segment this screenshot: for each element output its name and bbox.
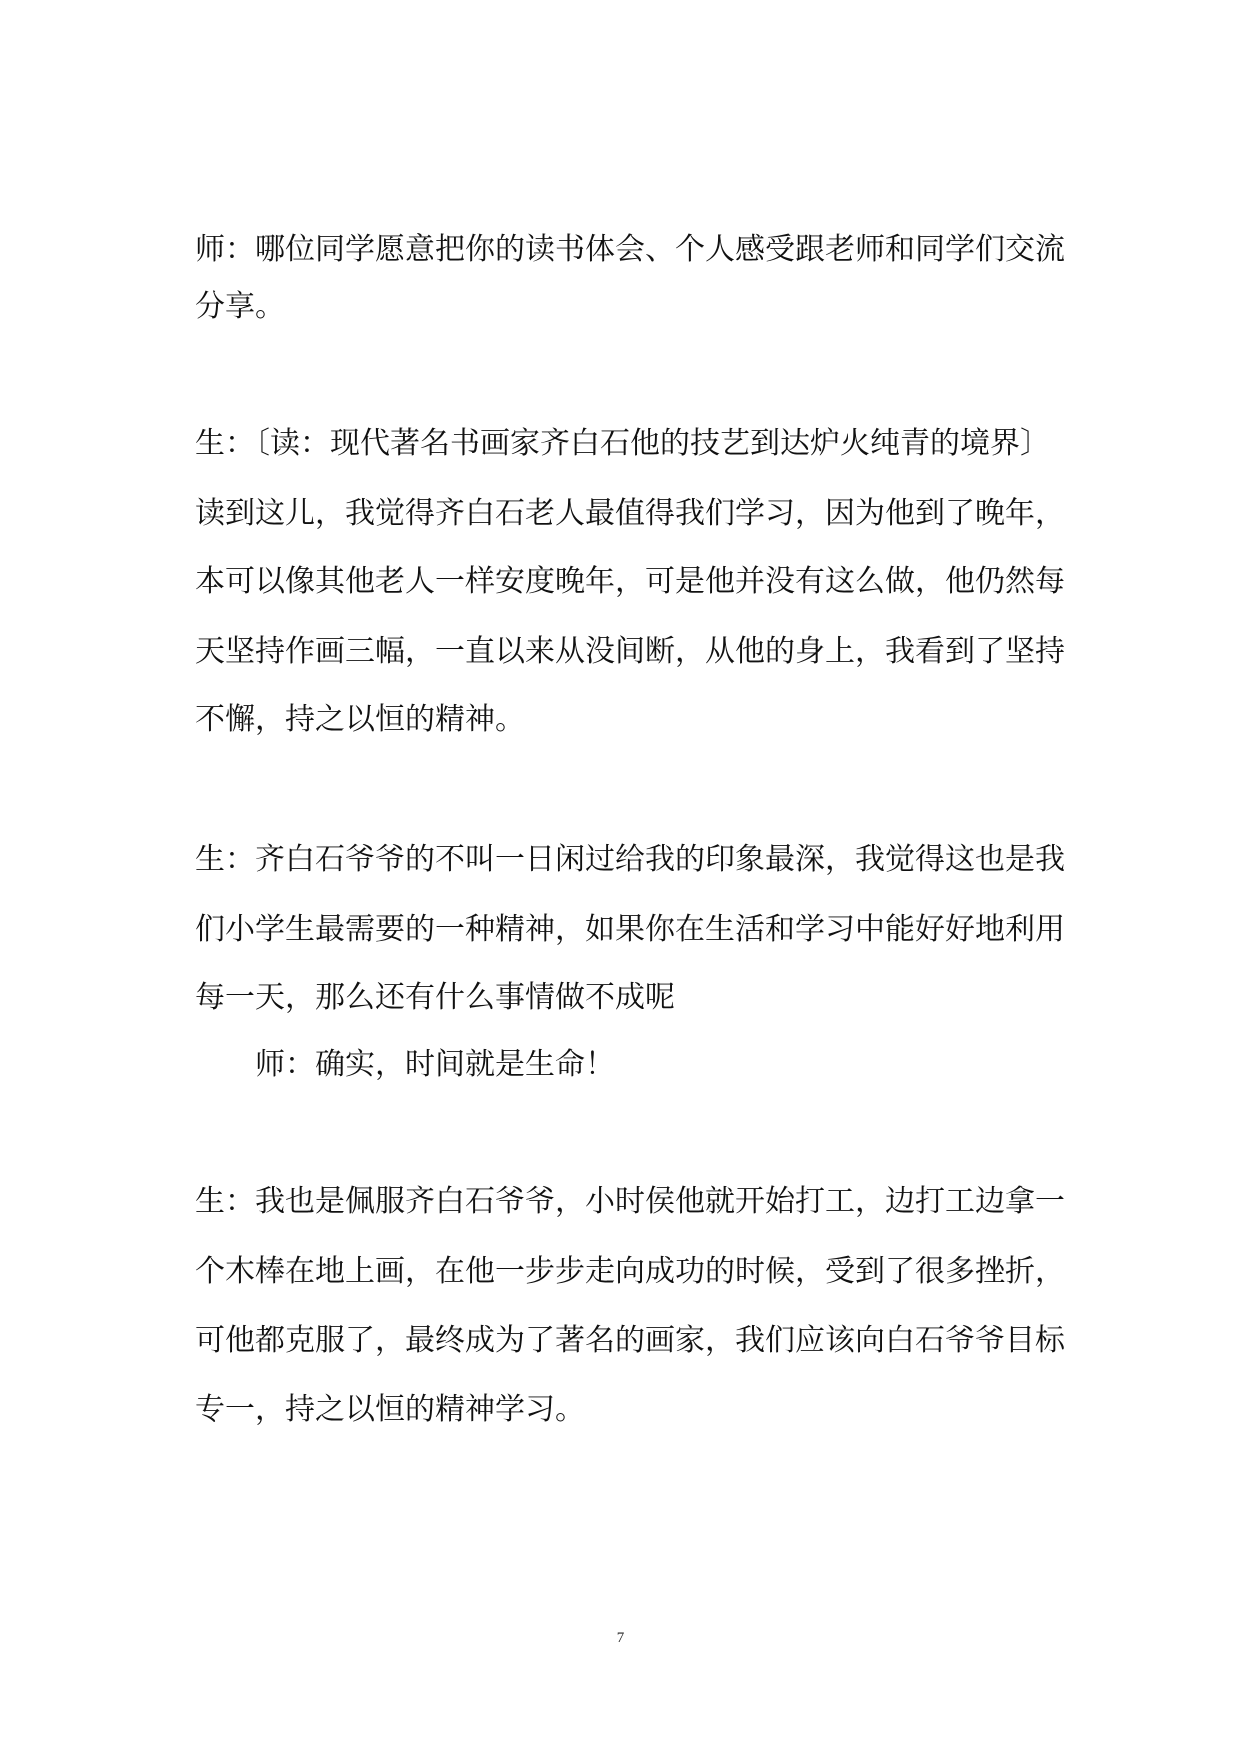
paragraph-student-1-line-3: 本可以像其他老人一样安度晚年，可是他并没有这么做，他仍然每 (195, 564, 1065, 599)
paragraph-student-1-line-4: 天坚持作画三幅，一直以来从没间断，从他的身上，我看到了坚持 (195, 634, 1065, 669)
paragraph-teacher-1-line-2: 分享。 (195, 289, 285, 324)
paragraph-student-2-line-3: 每一天，那么还有什么事情做不成呢 (195, 980, 675, 1015)
paragraph-student-3-line-4: 专一，持之以恒的精神学习。 (195, 1392, 585, 1427)
page-number: 7 (616, 1630, 625, 1646)
paragraph-teacher-1-line-1: 师：哪位同学愿意把你的读书体会、个人感受跟老师和同学们交流 (195, 232, 1065, 267)
paragraph-student-1-line-5: 不懈，持之以恒的精神。 (195, 702, 525, 737)
paragraph-student-1-line-2: 读到这儿，我觉得齐白石老人最值得我们学习，因为他到了晚年， (195, 496, 1065, 531)
paragraph-teacher-2-line-1: 师：确实，时间就是生命！ (255, 1047, 615, 1082)
paragraph-student-3-line-3: 可他都克服了，最终成为了著名的画家，我们应该向白石爷爷目标 (195, 1323, 1065, 1358)
paragraph-student-3-line-2: 个木棒在地上画，在他一步步走向成功的时候，受到了很多挫折， (195, 1254, 1065, 1289)
paragraph-student-2-line-1: 生：齐白石爷爷的不叫一日闲过给我的印象最深，我觉得这也是我 (195, 842, 1065, 877)
paragraph-student-2-line-2: 们小学生最需要的一种精神，如果你在生活和学习中能好好地利用 (195, 912, 1065, 947)
paragraph-student-1-line-1: 生：〔读：现代著名书画家齐白石他的技艺到达炉火纯青的境界〕 (195, 426, 1050, 461)
paragraph-student-3-line-1: 生：我也是佩服齐白石爷爷，小时侯他就开始打工，边打工边拿一 (195, 1184, 1065, 1219)
